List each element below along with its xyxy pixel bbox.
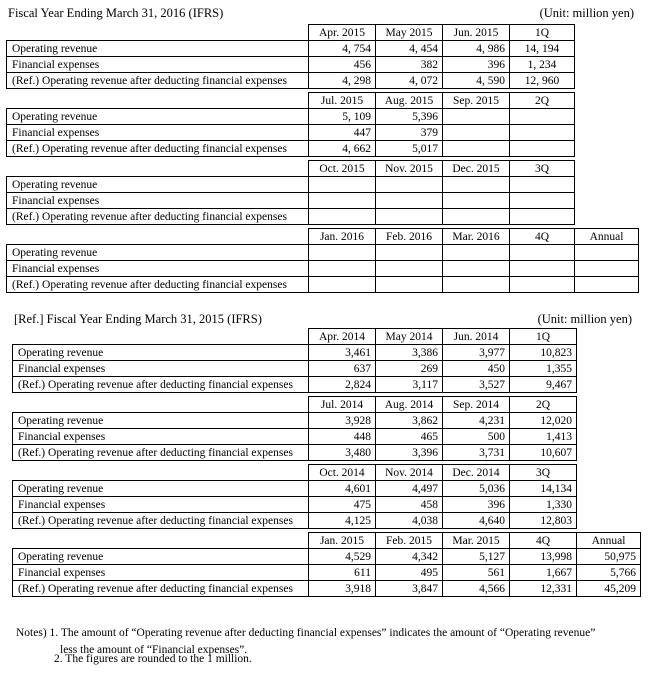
month-value: 4, 072	[376, 73, 443, 89]
month-value: 450	[443, 361, 510, 377]
month-header: Jun. 2014	[443, 329, 510, 345]
quarter-value: 14,134	[510, 481, 577, 497]
row-label: Financial expenses	[7, 57, 309, 73]
month-value	[309, 261, 376, 277]
quarter-value: 12, 960	[510, 73, 575, 89]
row-label: Operating revenue	[7, 41, 309, 57]
month-value	[309, 245, 376, 261]
month-value	[443, 261, 510, 277]
month-value	[443, 125, 510, 141]
fy2016-title: Fiscal Year Ending March 31, 2016 (IFRS)	[8, 6, 224, 20]
header-row	[7, 25, 639, 41]
table-row	[13, 581, 641, 597]
row-label: Financial expenses	[7, 125, 309, 141]
annual-value	[577, 377, 641, 393]
quarter-value	[510, 141, 575, 157]
month-value: 4, 454	[376, 41, 443, 57]
month-value: 3,386	[376, 345, 443, 361]
header-blank	[13, 329, 309, 345]
fy2016-table-2	[6, 92, 639, 157]
table-row	[7, 57, 639, 73]
annual-value	[575, 277, 639, 293]
fy2015-title: [Ref.] Fiscal Year Ending March 31, 2015 (IFRS)	[14, 312, 262, 326]
table-row	[13, 429, 641, 445]
fy2016-unit: (Unit: million yen)	[539, 6, 634, 20]
table-row	[7, 261, 639, 277]
month-value: 3,918	[309, 581, 376, 597]
annual-value	[577, 345, 641, 361]
month-value	[376, 177, 443, 193]
month-value: 4, 298	[309, 73, 376, 89]
month-header: Jul. 2015	[309, 93, 376, 109]
annual-value	[577, 481, 641, 497]
row-label: Operating revenue	[13, 345, 309, 361]
month-value: 4,529	[309, 549, 376, 565]
month-header: Oct. 2015	[309, 161, 376, 177]
row-label: (Ref.) Operating revenue after deducting financial expenses	[13, 581, 309, 597]
header-row	[13, 329, 641, 345]
header-blank	[13, 397, 309, 413]
quarter-header: 3Q	[510, 161, 575, 177]
quarter-value	[510, 177, 575, 193]
quarter-value: 1,355	[510, 361, 577, 377]
month-header: Dec. 2015	[443, 161, 510, 177]
table-row	[13, 513, 641, 529]
annual-value	[577, 413, 641, 429]
quarter-value: 13,998	[510, 549, 577, 565]
annual-header	[577, 329, 641, 345]
month-value: 458	[376, 497, 443, 513]
month-value: 637	[309, 361, 376, 377]
fy2016-table-1	[6, 24, 639, 89]
month-value	[443, 245, 510, 261]
month-value: 4,125	[309, 513, 376, 529]
month-value: 447	[309, 125, 376, 141]
header-blank	[13, 533, 309, 549]
quarter-value: 12,803	[510, 513, 577, 529]
month-value	[376, 245, 443, 261]
month-value: 5,017	[376, 141, 443, 157]
month-value	[443, 277, 510, 293]
annual-value	[577, 361, 641, 377]
fy2015-table-4	[12, 532, 641, 597]
table-row	[13, 445, 641, 461]
month-value	[309, 277, 376, 293]
month-value: 2,824	[309, 377, 376, 393]
note-1: Notes) 1. The amount of “Operating revenue after deducting financial expenses” indicates the amount of “Operating revenue”	[16, 627, 596, 639]
row-label: Financial expenses	[13, 361, 309, 377]
month-value: 4,566	[443, 581, 510, 597]
table-row	[7, 73, 639, 89]
month-header: Oct. 2014	[309, 465, 376, 481]
row-label: Operating revenue	[7, 177, 309, 193]
month-value: 4, 986	[443, 41, 510, 57]
month-value	[376, 193, 443, 209]
month-value: 5,396	[376, 109, 443, 125]
quarter-header: 2Q	[510, 93, 575, 109]
month-value: 4,231	[443, 413, 510, 429]
quarter-value: 12,020	[510, 413, 577, 429]
table-row	[7, 209, 639, 225]
table-row	[7, 177, 639, 193]
month-value: 4,601	[309, 481, 376, 497]
annual-value	[577, 445, 641, 461]
annual-header	[577, 465, 641, 481]
row-label: Operating revenue	[7, 245, 309, 261]
header-blank	[13, 465, 309, 481]
month-value: 4,640	[443, 513, 510, 529]
quarter-header: 4Q	[510, 533, 577, 549]
header-row	[7, 161, 639, 177]
month-header: Jan. 2015	[309, 533, 376, 549]
fy2015-unit: (Unit: million yen)	[537, 312, 632, 326]
annual-header: Annual	[575, 229, 639, 245]
row-label: (Ref.) Operating revenue after deducting financial expenses	[13, 513, 309, 529]
month-header: Aug. 2015	[376, 93, 443, 109]
quarter-header: 4Q	[510, 229, 575, 245]
month-value: 4,497	[376, 481, 443, 497]
quarter-value: 10,607	[510, 445, 577, 461]
month-header: Jun. 2015	[443, 25, 510, 41]
month-value: 465	[376, 429, 443, 445]
annual-header	[577, 397, 641, 413]
quarter-value	[510, 261, 575, 277]
month-value: 4,038	[376, 513, 443, 529]
quarter-value: 9,467	[510, 377, 577, 393]
table-row	[7, 125, 639, 141]
month-value: 456	[309, 57, 376, 73]
fy2016-table-3	[6, 160, 639, 225]
month-value: 3,731	[443, 445, 510, 461]
table-row	[7, 41, 639, 57]
header-blank	[7, 93, 309, 109]
month-value: 3,117	[376, 377, 443, 393]
annual-value	[575, 245, 639, 261]
row-label: Operating revenue	[7, 109, 309, 125]
month-value	[376, 277, 443, 293]
header-row	[7, 93, 639, 109]
month-value: 3,480	[309, 445, 376, 461]
row-label: (Ref.) Operating revenue after deducting financial expenses	[7, 209, 309, 225]
header-row	[13, 533, 641, 549]
quarter-value: 14, 194	[510, 41, 575, 57]
month-value	[443, 177, 510, 193]
annual-value	[577, 497, 641, 513]
annual-value	[575, 177, 639, 193]
quarter-value	[510, 125, 575, 141]
month-value: 3,396	[376, 445, 443, 461]
quarter-value	[510, 193, 575, 209]
month-header: Mar. 2015	[443, 533, 510, 549]
header-blank	[7, 229, 309, 245]
annual-value: 5,766	[577, 565, 641, 581]
month-value: 382	[376, 57, 443, 73]
annual-value	[575, 261, 639, 277]
header-blank	[7, 161, 309, 177]
header-row	[7, 229, 639, 245]
annual-value	[575, 125, 639, 141]
annual-value	[577, 513, 641, 529]
row-label: (Ref.) Operating revenue after deducting financial expenses	[13, 377, 309, 393]
header-row	[13, 465, 641, 481]
annual-value	[575, 141, 639, 157]
month-header: Dec. 2014	[443, 465, 510, 481]
month-header: May 2014	[376, 329, 443, 345]
annual-value	[575, 41, 639, 57]
month-value: 5,036	[443, 481, 510, 497]
row-label: (Ref.) Operating revenue after deducting financial expenses	[7, 277, 309, 293]
month-value	[443, 109, 510, 125]
month-value	[309, 193, 376, 209]
month-value: 3,977	[443, 345, 510, 361]
month-header: Feb. 2015	[376, 533, 443, 549]
fy2015-table-2	[12, 396, 641, 461]
row-label: Financial expenses	[7, 193, 309, 209]
month-header: May 2015	[376, 25, 443, 41]
note-1-continued: less the amount of “Financial expenses”.	[60, 644, 248, 656]
month-value: 561	[443, 565, 510, 581]
fy2016-table-4	[6, 228, 639, 293]
month-value: 3,527	[443, 377, 510, 393]
quarter-value	[510, 277, 575, 293]
month-header: Mar. 2016	[443, 229, 510, 245]
table-row	[7, 193, 639, 209]
table-row	[13, 361, 641, 377]
month-value: 5,127	[443, 549, 510, 565]
month-header: Nov. 2015	[376, 161, 443, 177]
month-value	[376, 209, 443, 225]
month-header: Jan. 2016	[309, 229, 376, 245]
row-label: Operating revenue	[13, 481, 309, 497]
month-value: 4, 590	[443, 73, 510, 89]
quarter-header: 1Q	[510, 25, 575, 41]
month-header: Feb. 2016	[376, 229, 443, 245]
table-row	[13, 497, 641, 513]
row-label: (Ref.) Operating revenue after deducting financial expenses	[13, 445, 309, 461]
month-header: Sep. 2015	[443, 93, 510, 109]
row-label: Financial expenses	[7, 261, 309, 277]
month-value: 611	[309, 565, 376, 581]
annual-value	[577, 429, 641, 445]
table-row	[13, 377, 641, 393]
header-row	[13, 397, 641, 413]
annual-value	[575, 109, 639, 125]
quarter-value	[510, 245, 575, 261]
month-header: Apr. 2015	[309, 25, 376, 41]
annual-value: 50,975	[577, 549, 641, 565]
row-label: Operating revenue	[13, 413, 309, 429]
month-value: 475	[309, 497, 376, 513]
month-header: Nov. 2014	[376, 465, 443, 481]
month-value: 500	[443, 429, 510, 445]
quarter-value: 12,331	[510, 581, 577, 597]
month-value: 3,862	[376, 413, 443, 429]
quarter-value: 10,823	[510, 345, 577, 361]
annual-header	[575, 93, 639, 109]
annual-header: Annual	[577, 533, 641, 549]
month-value	[309, 209, 376, 225]
fy2015-table-3	[12, 464, 641, 529]
annual-value	[575, 193, 639, 209]
month-header: Jul. 2014	[309, 397, 376, 413]
annual-value	[575, 57, 639, 73]
month-value	[443, 209, 510, 225]
month-value: 5, 109	[309, 109, 376, 125]
month-value: 4, 662	[309, 141, 376, 157]
annual-value	[575, 73, 639, 89]
month-header: Sep. 2014	[443, 397, 510, 413]
table-row	[13, 345, 641, 361]
annual-header	[575, 25, 639, 41]
month-value	[443, 141, 510, 157]
fy2015-table-1	[12, 328, 641, 393]
table-row	[7, 141, 639, 157]
month-value: 3,461	[309, 345, 376, 361]
month-value: 4, 754	[309, 41, 376, 57]
table-row	[13, 549, 641, 565]
month-value	[376, 261, 443, 277]
table-row	[7, 109, 639, 125]
row-label: Financial expenses	[13, 429, 309, 445]
table-row	[13, 481, 641, 497]
month-header: Apr. 2014	[309, 329, 376, 345]
quarter-value	[510, 109, 575, 125]
table-row	[7, 245, 639, 261]
month-header: Aug. 2014	[376, 397, 443, 413]
quarter-value: 1,330	[510, 497, 577, 513]
month-value: 379	[376, 125, 443, 141]
quarter-header: 2Q	[510, 397, 577, 413]
table-row	[13, 565, 641, 581]
annual-header	[575, 161, 639, 177]
month-value: 4,342	[376, 549, 443, 565]
quarter-value	[510, 209, 575, 225]
row-label: (Ref.) Operating revenue after deducting financial expenses	[7, 73, 309, 89]
note-2: 2. The figures are rounded to the 1 million.	[54, 653, 252, 665]
quarter-header: 3Q	[510, 465, 577, 481]
quarter-value: 1,413	[510, 429, 577, 445]
quarter-value: 1,667	[510, 565, 577, 581]
month-value: 495	[376, 565, 443, 581]
table-row	[13, 413, 641, 429]
row-label: Operating revenue	[13, 549, 309, 565]
row-label: (Ref.) Operating revenue after deducting financial expenses	[7, 141, 309, 157]
month-value: 269	[376, 361, 443, 377]
month-value: 3,928	[309, 413, 376, 429]
month-value: 3,847	[376, 581, 443, 597]
month-value	[443, 193, 510, 209]
table-row	[7, 277, 639, 293]
header-blank	[7, 25, 309, 41]
month-value: 396	[443, 57, 510, 73]
annual-value	[575, 209, 639, 225]
annual-value: 45,209	[577, 581, 641, 597]
quarter-header: 1Q	[510, 329, 577, 345]
month-value	[309, 177, 376, 193]
month-value: 448	[309, 429, 376, 445]
month-value: 396	[443, 497, 510, 513]
row-label: Financial expenses	[13, 497, 309, 513]
quarter-value: 1, 234	[510, 57, 575, 73]
row-label: Financial expenses	[13, 565, 309, 581]
